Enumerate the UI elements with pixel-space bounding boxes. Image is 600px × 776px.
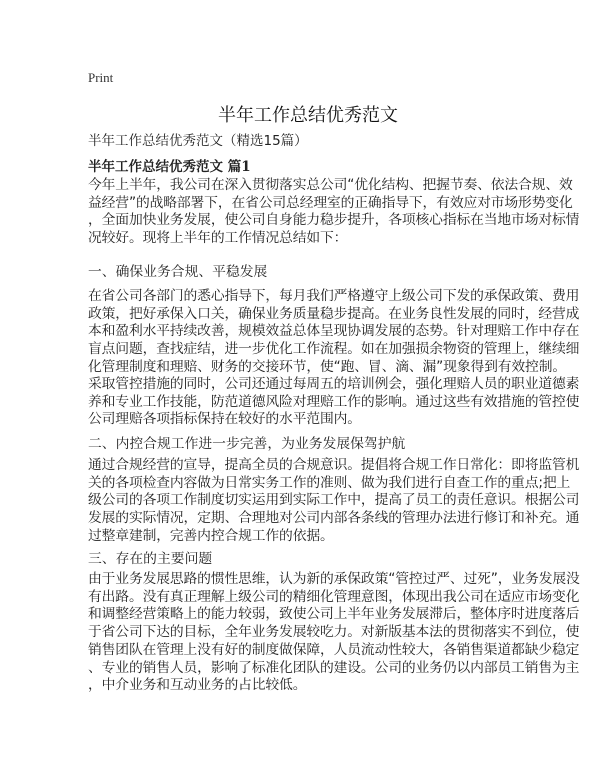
- text-line: 销售团队在管理上没有好的制度做保障，人员流动性较大，各销售渠道都缺少稳定: [88, 641, 580, 658]
- section1-paragraph-2: [88, 376, 579, 429]
- text-line: 级公司的各项工作制度切实运用到实际工作中，提高了员工的责任意识。根据公司: [88, 492, 580, 509]
- text-line: 养和专业工作技能，防范道德风险对理赔工作的影响。通过这些有效措施的管控使: [88, 393, 580, 410]
- text-line: 本和盈利水平持续改善，规模效益总体呈现协调发展的态势。针对理赔工作中存在: [88, 323, 580, 340]
- section1-paragraph-1: [88, 288, 579, 377]
- section2-heading: 二、内控合规工作进一步完善，为业务发展保驾护航: [88, 436, 406, 452]
- text-line: 公司理赔各项指标保持在较好的水平范围内。: [88, 411, 361, 428]
- text-line: ，中介业务和互动业务的占比较低。: [88, 677, 307, 694]
- text-line: 采取管控措施的同时，公司还通过每周五的培训例会，强化理赔人员的职业道德素: [88, 376, 580, 392]
- text-line: 和调整经营策略上的能力较弱，致使公司上半年业务发展滞后，整体序时进度落后: [88, 606, 580, 623]
- text-line: 关的各项检查内容做为日常实务工作的准则、做为我们进行自查工作的重点;把上: [88, 474, 571, 491]
- intro-paragraph: [88, 177, 579, 248]
- text-line: 于省公司下达的目标，全年业务发展较吃力。对新版基本法的贯彻落实不到位，使: [88, 624, 580, 641]
- text-line: 有出路。没有真正理解上级公司的精细化管理意图，体现出我公司在适应市场变化: [88, 588, 580, 605]
- text-line: 、专业的销售人员，影响了标准化团队的建设。公司的业务仍以内部员工销售为主: [88, 659, 580, 676]
- text-line: 今年上半年，我公司在深入贯彻落实总公司“优化结构、把握节奏、依法合规、效: [88, 177, 573, 193]
- document-title: 半年工作总结优秀范文: [218, 105, 398, 126]
- section3-heading: 三、存在的主要问题: [88, 551, 213, 567]
- document-subtitle: 半年工作总结优秀范文（精选15篇）: [88, 133, 308, 149]
- text-line: 由于业务发展思路的惯性思维，认为新的承保政策“管控过严、过死”，业务发展没: [88, 571, 580, 587]
- text-line: 益经营”的战略部署下，在省公司总经理室的正确指导下，有效应对市场形势变化: [88, 194, 573, 211]
- section2-paragraph-1: [88, 457, 579, 546]
- text-line: 盲点问题，查找症结，进一步优化工作流程。如在加强损余物资的管理上，继续细: [88, 341, 580, 358]
- text-line: 况较好。现将上半年的工作情况总结如下：: [88, 230, 348, 247]
- section3-paragraph-1: [88, 571, 580, 695]
- text-line: 在省公司各部门的悉心指导下，每月我们严格遵守上级公司下发的承保政策、费用: [88, 288, 580, 304]
- print-label[interactable]: Print: [88, 70, 114, 85]
- text-line: ，全面加快业务发展，使公司自身能力稳步提升，各项核心指标在当地市场对标情: [88, 212, 580, 229]
- text-line: 政策，把好承保入口关，确保业务质量稳步提高。在业务良性发展的同时，经营成: [88, 305, 580, 322]
- article-heading: 半年工作总结优秀范文 篇1: [88, 159, 251, 175]
- section1-heading: 一、确保业务合规、平稳发展: [88, 264, 268, 280]
- text-line: 化管理制度和理赔、财务的交接环节，使“跑、冒、滴、漏”现象得到有效控制。: [88, 358, 566, 375]
- text-line: 发展的实际情况，定期、合理地对公司内部各条线的管理办法进行修订和补充。通: [88, 510, 580, 527]
- text-line: 过整章建制，完善内控合规工作的依据。: [88, 527, 334, 544]
- text-line: 通过合规经营的宣导，提高全员的合规意识。提倡将合规工作日常化：即将监管机: [88, 457, 580, 473]
